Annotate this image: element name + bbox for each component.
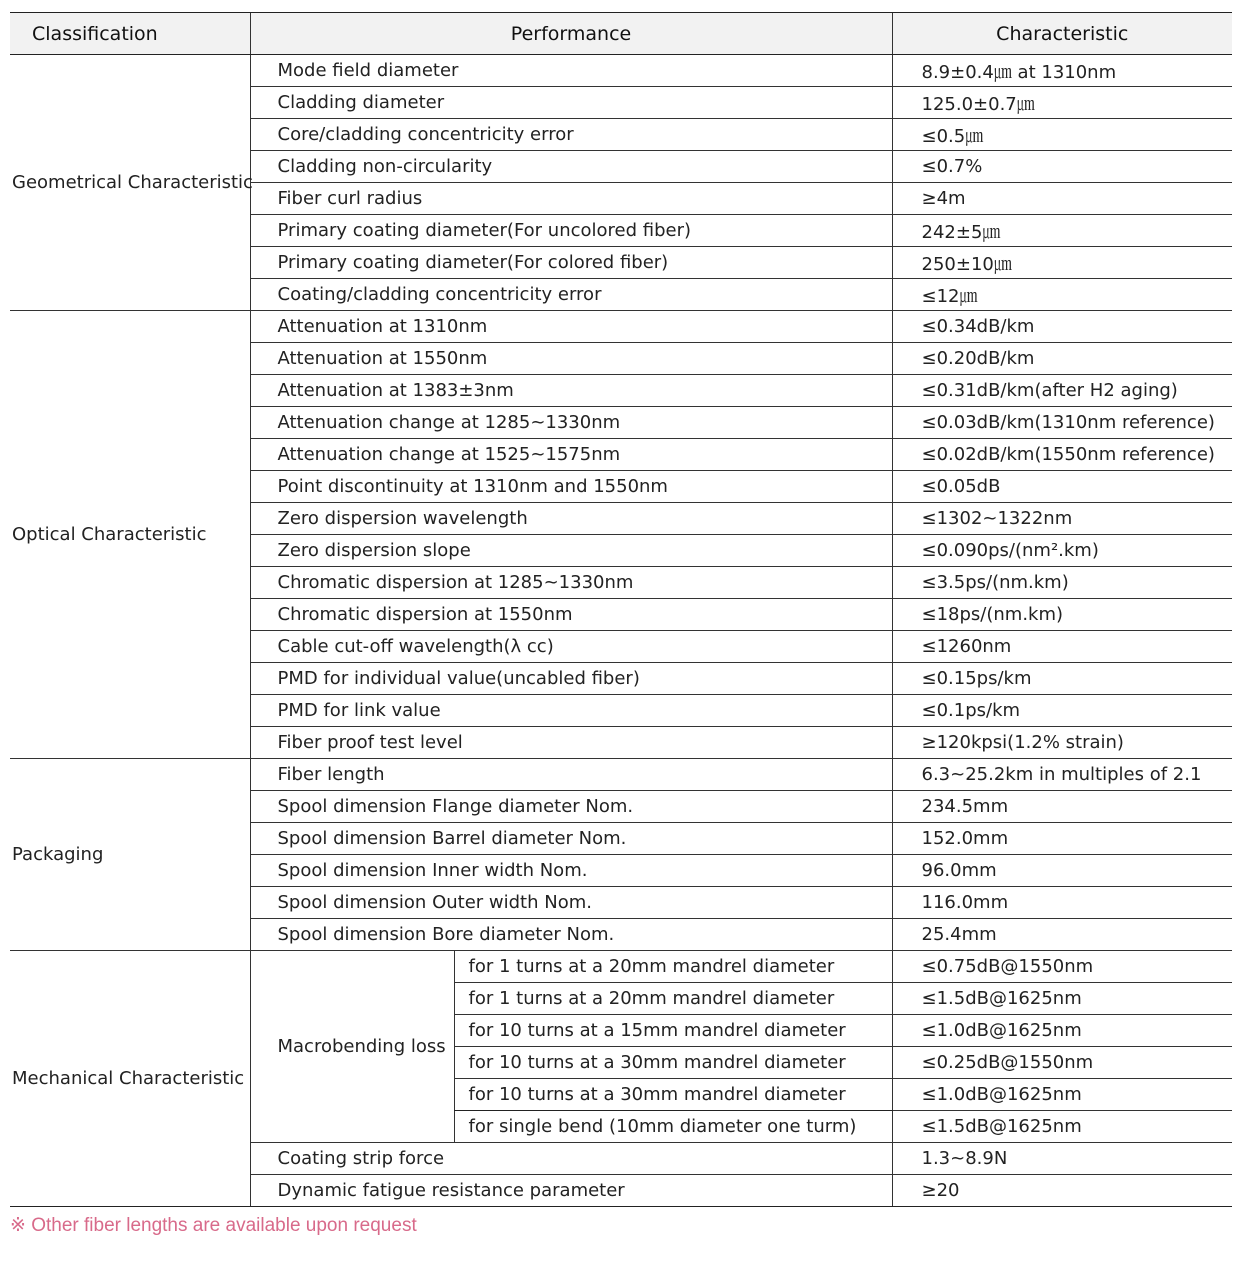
- performance-cell: Dynamic fatigue resistance parameter: [250, 1175, 892, 1207]
- characteristic-cell: 1.3~8.9N: [892, 1143, 1232, 1175]
- performance-cell: Spool dimension Flange diameter Nom.: [250, 791, 892, 823]
- macrobending-condition-cell: for 10 turns at a 30mm mandrel diameter: [454, 1079, 892, 1111]
- performance-cell: Cladding non-circularity: [250, 151, 892, 183]
- performance-cell: Fiber proof test level: [250, 727, 892, 759]
- performance-cell: Coating strip force: [250, 1143, 892, 1175]
- characteristic-cell: ≤1.0dB@1625nm: [892, 1015, 1232, 1047]
- characteristic-cell: ≤0.75dB@1550nm: [892, 951, 1232, 983]
- classification-geometrical: Geometrical Characteristic: [10, 55, 250, 311]
- characteristic-cell: ≤0.5㎛: [892, 119, 1232, 151]
- performance-cell: Core/cladding concentricity error: [250, 119, 892, 151]
- characteristic-cell: ≥20: [892, 1175, 1232, 1207]
- performance-cell: Cable cut-off wavelength(λ cc): [250, 631, 892, 663]
- header-row: [10, 13, 1232, 55]
- footnote: ※ Other fiber lengths are available upon request: [10, 1215, 417, 1236]
- performance-cell: Attenuation at 1383±3nm: [250, 375, 892, 407]
- performance-cell: Zero dispersion wavelength: [250, 503, 892, 535]
- performance-cell: Zero dispersion slope: [250, 535, 892, 567]
- performance-cell: Attenuation at 1550nm: [250, 343, 892, 375]
- performance-cell: PMD for individual value(uncabled fiber): [250, 663, 892, 695]
- performance-cell: Cladding diameter: [250, 87, 892, 119]
- characteristic-cell: ≤1260nm: [892, 631, 1232, 663]
- performance-cell: Attenuation change at 1525~1575nm: [250, 439, 892, 471]
- characteristic-cell: ≤3.5ps/(nm.km): [892, 567, 1232, 599]
- characteristic-cell: ≥120kpsi(1.2% strain): [892, 727, 1232, 759]
- classification-packaging: Packaging: [10, 759, 250, 951]
- characteristic-cell: ≤0.1ps/km: [892, 695, 1232, 727]
- macrobending-condition-cell: for 1 turns at a 20mm mandrel diameter: [454, 951, 892, 983]
- performance-cell: Primary coating diameter(For uncolored fiber): [250, 215, 892, 247]
- characteristic-cell: 234.5mm: [892, 791, 1232, 823]
- classification-optical: Optical Characteristic: [10, 311, 250, 759]
- performance-cell: Spool dimension Barrel diameter Nom.: [250, 823, 892, 855]
- characteristic-cell: ≤0.34dB/km: [892, 311, 1232, 343]
- characteristic-cell: ≤0.02dB/km(1550nm reference): [892, 439, 1232, 471]
- performance-cell: Fiber length: [250, 759, 892, 791]
- table-row: [10, 55, 1232, 87]
- characteristic-cell: ≤1.5dB@1625nm: [892, 1111, 1232, 1143]
- characteristic-cell: 96.0mm: [892, 855, 1232, 887]
- characteristic-cell: ≤1.5dB@1625nm: [892, 983, 1232, 1015]
- classification-mechanical: Mechanical Characteristic: [10, 951, 250, 1207]
- performance-cell: PMD for link value: [250, 695, 892, 727]
- characteristic-cell: 8.9±0.4㎛ at 1310nm: [892, 55, 1232, 87]
- macrobending-loss-cell: Macrobending loss: [250, 951, 454, 1143]
- characteristic-cell: 242±5㎛: [892, 215, 1232, 247]
- characteristic-cell: ≤1302~1322nm: [892, 503, 1232, 535]
- table-row: [10, 951, 1232, 983]
- characteristic-cell: ≤0.090ps/(nm².km): [892, 535, 1232, 567]
- performance-cell: Coating/cladding concentricity error: [250, 279, 892, 311]
- macrobending-condition-cell: for 1 turns at a 20mm mandrel diameter: [454, 983, 892, 1015]
- performance-cell: Attenuation at 1310nm: [250, 311, 892, 343]
- characteristic-cell: 6.3~25.2km in multiples of 2.1: [892, 759, 1232, 791]
- characteristic-cell: 250±10㎛: [892, 247, 1232, 279]
- characteristic-cell: ≤0.20dB/km: [892, 343, 1232, 375]
- performance-cell: Mode field diameter: [250, 55, 892, 87]
- characteristic-cell: ≤18ps/(nm.km): [892, 599, 1232, 631]
- characteristic-cell: ≤0.05dB: [892, 471, 1232, 503]
- macrobending-condition-cell: for single bend (10mm diameter one turm): [454, 1111, 892, 1143]
- characteristic-cell: ≥4m: [892, 183, 1232, 215]
- characteristic-cell: 116.0mm: [892, 887, 1232, 919]
- header-characteristic: Characteristic: [892, 13, 1232, 55]
- characteristic-cell: ≤1.0dB@1625nm: [892, 1079, 1232, 1111]
- characteristic-cell: ≤0.7%: [892, 151, 1232, 183]
- performance-cell: Spool dimension Outer width Nom.: [250, 887, 892, 919]
- performance-cell: Chromatic dispersion at 1550nm: [250, 599, 892, 631]
- characteristic-cell: 152.0mm: [892, 823, 1232, 855]
- performance-cell: Spool dimension Inner width Nom.: [250, 855, 892, 887]
- performance-cell: Primary coating diameter(For colored fiber): [250, 247, 892, 279]
- macrobending-condition-cell: for 10 turns at a 15mm mandrel diameter: [454, 1015, 892, 1047]
- performance-cell: Spool dimension Bore diameter Nom.: [250, 919, 892, 951]
- table-row: [10, 311, 1232, 343]
- performance-cell: Fiber curl radius: [250, 183, 892, 215]
- characteristic-cell: ≤0.03dB/km(1310nm reference): [892, 407, 1232, 439]
- characteristic-cell: 125.0±0.7㎛: [892, 87, 1232, 119]
- header-classification: Classification: [10, 13, 250, 55]
- performance-cell: Point discontinuity at 1310nm and 1550nm: [250, 471, 892, 503]
- header-performance: Performance: [250, 13, 892, 55]
- performance-cell: Attenuation change at 1285~1330nm: [250, 407, 892, 439]
- characteristic-cell: 25.4mm: [892, 919, 1232, 951]
- specification-table: [10, 12, 1232, 1207]
- performance-cell: Chromatic dispersion at 1285~1330nm: [250, 567, 892, 599]
- characteristic-cell: ≤0.31dB/km(after H2 aging): [892, 375, 1232, 407]
- macrobending-condition-cell: for 10 turns at a 30mm mandrel diameter: [454, 1047, 892, 1079]
- table-row: [10, 759, 1232, 791]
- characteristic-cell: ≤0.25dB@1550nm: [892, 1047, 1232, 1079]
- characteristic-cell: ≤12㎛: [892, 279, 1232, 311]
- characteristic-cell: ≤0.15ps/km: [892, 663, 1232, 695]
